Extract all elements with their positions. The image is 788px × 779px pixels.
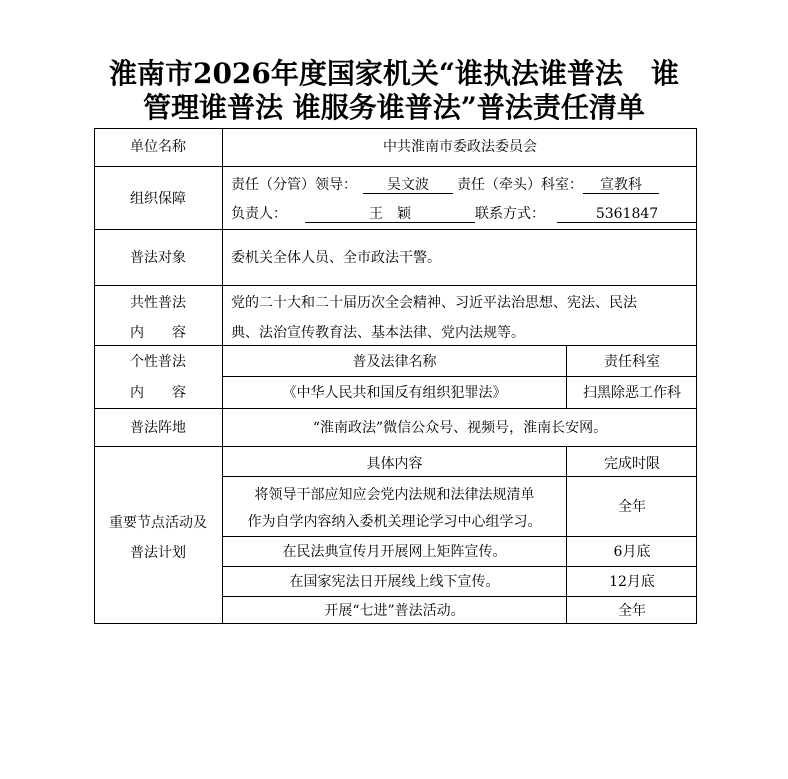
special-content-label-line-1: 个性普法 <box>130 354 186 370</box>
common-content-line-1: 党的二十大和二十届历次全会精神、习近平法治思想、宪法、民法 <box>231 295 637 311</box>
plan-item-1-content-line-2: 作为自学内容纳入委机关理论学习中心组学习。 <box>247 514 542 530</box>
document-title-line-2: 管理谁普法 谁服务谁普法”普法责任清单 <box>143 91 645 124</box>
leader-label: 责任（分管）领导： <box>231 177 357 193</box>
plan-item-2-deadline: 6月底 <box>613 544 651 560</box>
row-divider <box>223 596 697 597</box>
common-content-label-line-1: 共性普法 <box>130 295 186 311</box>
venue-value: “淮南政法”微信公众号、视频号，淮南长安网。 <box>312 420 608 436</box>
venue-label: 普法阵地 <box>130 420 186 436</box>
plan-item-4-content: 开展“七进”普法活动。 <box>324 603 465 619</box>
row-divider <box>94 345 697 346</box>
dept-value: 宣教科 <box>583 177 659 194</box>
plan-item-1-deadline: 全年 <box>618 499 646 515</box>
responsible-dept-value: 扫黑除恶工作科 <box>583 385 681 401</box>
plan-label-line-1: 重要节点活动及 <box>109 515 207 531</box>
leader-line <box>231 176 659 194</box>
person-line <box>231 205 697 223</box>
document-title-line-1: 淮南市2026年度国家机关“谁执法谁普法 谁 <box>108 57 680 90</box>
law-name-value: 《中华人民共和国反有组织犯罪法》 <box>282 385 507 401</box>
plan-label-line-2: 普法计划 <box>130 545 186 561</box>
common-content-label-line-2: 内 容 <box>130 325 186 341</box>
leader-value: 吴文波 <box>363 177 453 194</box>
unit-name-value: 中共淮南市委政法委员会 <box>383 139 537 155</box>
plan-item-4-deadline: 全年 <box>618 603 646 619</box>
law-name-header: 普及法律名称 <box>352 354 437 370</box>
plan-item-3-deadline: 12月底 <box>609 574 655 590</box>
row-divider <box>223 566 697 567</box>
row-divider <box>94 446 697 447</box>
row-divider <box>94 285 697 286</box>
org-guarantee-label: 组织保障 <box>130 191 186 207</box>
row-divider <box>94 229 697 230</box>
row-divider <box>94 408 697 409</box>
plan-deadline-header: 完成时限 <box>604 456 660 472</box>
person-label: 负责人： <box>231 206 287 222</box>
responsible-dept-header: 责任科室 <box>604 354 660 370</box>
target-value: 委机关全体人员、全市政法干警。 <box>231 250 441 266</box>
plan-item-2-content: 在民法典宣传月开展网上矩阵宣传。 <box>282 544 507 560</box>
contact-label: 联系方式： <box>475 206 545 222</box>
row-divider <box>223 536 697 537</box>
special-content-label-line-2: 内 容 <box>130 385 186 401</box>
plan-content-header: 具体内容 <box>366 456 423 472</box>
common-content-line-2: 典、法治宣传教育法、基本法律、党内法规等。 <box>231 325 525 341</box>
contact-value: 5361847 <box>557 206 697 223</box>
plan-item-3-content: 在国家宪法日开展线上线下宣传。 <box>289 574 500 590</box>
person-value: 王 颖 <box>305 206 475 223</box>
row-divider <box>223 476 697 477</box>
row-divider <box>223 376 697 377</box>
unit-name-label: 单位名称 <box>130 139 186 155</box>
row-divider <box>94 166 697 167</box>
dept-label: 责任（牵头）科室： <box>457 177 583 193</box>
plan-item-1-content-line-1: 将领导干部应知应会党内法规和法律法规清单 <box>254 487 535 503</box>
target-label: 普法对象 <box>130 250 186 266</box>
